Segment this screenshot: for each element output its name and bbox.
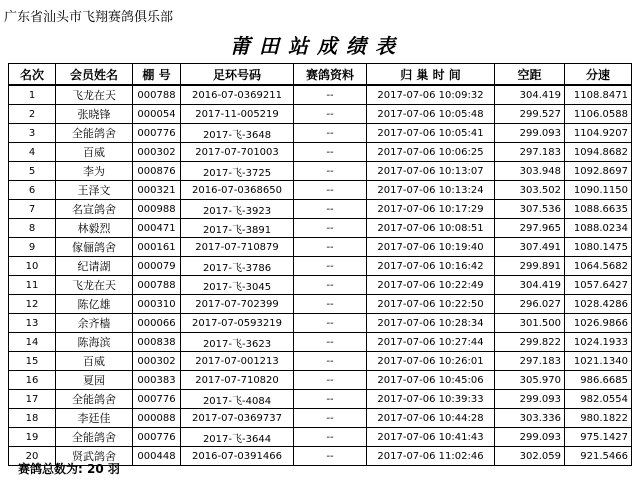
cell-arrival-time: 2017-07-06 10:05:48 — [367, 105, 495, 124]
table-row — [9, 276, 632, 295]
cell-loft-no: 000310 — [133, 295, 181, 314]
col-header-info: 赛鸽资料 — [294, 64, 367, 86]
cell-pigeon-info: -- — [294, 200, 367, 219]
table-row — [9, 295, 632, 314]
cell-loft-no: 000776 — [133, 124, 181, 143]
cell-speed: 1064.5682 — [565, 257, 632, 276]
cell-pigeon-info: -- — [294, 428, 367, 447]
cell-ring-no: 2017-飞-3725 — [181, 162, 294, 181]
cell-pigeon-info: -- — [294, 105, 367, 124]
cell-loft-no: 000776 — [133, 428, 181, 447]
cell-speed: 921.5466 — [565, 447, 632, 466]
cell-arrival-time: 2017-07-06 10:27:44 — [367, 333, 495, 352]
cell-speed: 980.1822 — [565, 409, 632, 428]
cell-arrival-time: 2017-07-06 10:06:25 — [367, 143, 495, 162]
cell-ring-no: 2017-飞-4084 — [181, 390, 294, 409]
cell-arrival-time: 2017-07-06 10:19:40 — [367, 238, 495, 257]
cell-arrival-time: 2017-07-06 11:02:46 — [367, 447, 495, 466]
cell-speed: 1090.1150 — [565, 181, 632, 200]
cell-rank: 1 — [9, 85, 56, 105]
cell-pigeon-info: -- — [294, 124, 367, 143]
cell-member-name: 贤武鸽舍 — [56, 447, 133, 466]
cell-distance: 299.093 — [495, 390, 565, 409]
cell-arrival-time: 2017-07-06 10:22:49 — [367, 276, 495, 295]
table-row — [9, 352, 632, 371]
cell-pigeon-info: -- — [294, 390, 367, 409]
cell-rank: 5 — [9, 162, 56, 181]
cell-pigeon-info: -- — [294, 219, 367, 238]
cell-distance: 297.183 — [495, 352, 565, 371]
cell-member-name: 纪请湖 — [56, 257, 133, 276]
cell-distance: 304.419 — [495, 85, 565, 105]
cell-rank: 9 — [9, 238, 56, 257]
table-row — [9, 390, 632, 409]
cell-rank: 16 — [9, 371, 56, 390]
cell-arrival-time: 2017-07-06 10:26:01 — [367, 352, 495, 371]
table-row — [9, 162, 632, 181]
cell-ring-no: 2016-07-0368650 — [181, 181, 294, 200]
cell-distance: 301.500 — [495, 314, 565, 333]
cell-distance: 304.419 — [495, 276, 565, 295]
cell-ring-no: 2017-飞-3045 — [181, 276, 294, 295]
table-row — [9, 371, 632, 390]
table-row — [9, 314, 632, 333]
cell-loft-no: 000448 — [133, 447, 181, 466]
cell-speed: 982.0554 — [565, 390, 632, 409]
cell-ring-no: 2017-07-0593219 — [181, 314, 294, 333]
cell-pigeon-info: -- — [294, 257, 367, 276]
table-row — [9, 143, 632, 162]
cell-ring-no: 2017-07-702399 — [181, 295, 294, 314]
cell-rank: 15 — [9, 352, 56, 371]
cell-arrival-time: 2017-07-06 10:44:28 — [367, 409, 495, 428]
cell-rank: 3 — [9, 124, 56, 143]
cell-member-name: 陈海滨 — [56, 333, 133, 352]
cell-speed: 1057.6427 — [565, 276, 632, 295]
cell-distance: 299.093 — [495, 124, 565, 143]
cell-speed: 1024.1933 — [565, 333, 632, 352]
cell-speed: 986.6685 — [565, 371, 632, 390]
table-row — [9, 409, 632, 428]
cell-loft-no: 000079 — [133, 257, 181, 276]
results-body — [9, 85, 632, 466]
cell-ring-no: 2017-飞-3648 — [181, 124, 294, 143]
table-row — [9, 257, 632, 276]
cell-rank: 11 — [9, 276, 56, 295]
cell-arrival-time: 2017-07-06 10:39:33 — [367, 390, 495, 409]
cell-ring-no: 2017-07-710820 — [181, 371, 294, 390]
cell-distance: 303.948 — [495, 162, 565, 181]
cell-pigeon-info: -- — [294, 352, 367, 371]
cell-pigeon-info: -- — [294, 314, 367, 333]
cell-distance: 299.822 — [495, 333, 565, 352]
cell-distance: 307.536 — [495, 200, 565, 219]
cell-member-name: 全能鸽舍 — [56, 428, 133, 447]
cell-ring-no: 2017-飞-3786 — [181, 257, 294, 276]
cell-arrival-time: 2017-07-06 10:16:42 — [367, 257, 495, 276]
cell-distance: 296.027 — [495, 295, 565, 314]
table-row — [9, 428, 632, 447]
cell-ring-no: 2016-07-0369211 — [181, 85, 294, 105]
cell-speed: 1021.1340 — [565, 352, 632, 371]
report-title: 莆田站成绩表 — [230, 34, 404, 58]
cell-pigeon-info: -- — [294, 162, 367, 181]
cell-member-name: 陈亿雄 — [56, 295, 133, 314]
cell-rank: 13 — [9, 314, 56, 333]
cell-member-name: 飞龙在天 — [56, 85, 133, 105]
cell-rank: 10 — [9, 257, 56, 276]
table-row — [9, 333, 632, 352]
total-count: 赛鸽总数为: 20 羽 — [18, 462, 120, 476]
cell-member-name: 李廷佳 — [56, 409, 133, 428]
col-header-ring: 足环号码 — [181, 64, 294, 86]
table-row — [9, 200, 632, 219]
col-header-distance: 空距 — [495, 64, 565, 86]
cell-member-name: 余齐樯 — [56, 314, 133, 333]
cell-speed: 1106.0588 — [565, 105, 632, 124]
cell-rank: 14 — [9, 333, 56, 352]
cell-loft-no: 000302 — [133, 143, 181, 162]
col-header-member: 会员姓名 — [56, 64, 133, 86]
cell-member-name: 王泽文 — [56, 181, 133, 200]
cell-pigeon-info: -- — [294, 181, 367, 200]
cell-loft-no: 000088 — [133, 409, 181, 428]
cell-member-name: 夏园 — [56, 371, 133, 390]
cell-arrival-time: 2017-07-06 10:41:43 — [367, 428, 495, 447]
table-row — [9, 238, 632, 257]
cell-loft-no: 000321 — [133, 181, 181, 200]
col-header-speed: 分速 — [565, 64, 632, 86]
cell-distance: 303.336 — [495, 409, 565, 428]
cell-arrival-time: 2017-07-06 10:05:41 — [367, 124, 495, 143]
cell-arrival-time: 2017-07-06 10:17:29 — [367, 200, 495, 219]
cell-speed: 1088.6635 — [565, 200, 632, 219]
cell-arrival-time: 2017-07-06 10:08:51 — [367, 219, 495, 238]
cell-arrival-time: 2017-07-06 10:45:06 — [367, 371, 495, 390]
club-name: 广东省汕头市飞翔赛鸽俱乐部 — [4, 10, 174, 25]
cell-member-name: 张晓锋 — [56, 105, 133, 124]
cell-loft-no: 000302 — [133, 352, 181, 371]
cell-member-name: 李为 — [56, 162, 133, 181]
table-row — [9, 124, 632, 143]
table-row — [9, 85, 632, 105]
cell-arrival-time: 2017-07-06 10:28:34 — [367, 314, 495, 333]
cell-loft-no: 000161 — [133, 238, 181, 257]
cell-distance: 299.093 — [495, 428, 565, 447]
cell-loft-no: 000988 — [133, 200, 181, 219]
cell-rank: 6 — [9, 181, 56, 200]
cell-member-name: 百威 — [56, 143, 133, 162]
cell-speed: 975.1427 — [565, 428, 632, 447]
cell-arrival-time: 2017-07-06 10:09:32 — [367, 85, 495, 105]
cell-distance: 299.527 — [495, 105, 565, 124]
cell-rank: 4 — [9, 143, 56, 162]
cell-loft-no: 000471 — [133, 219, 181, 238]
cell-pigeon-info: -- — [294, 295, 367, 314]
cell-loft-no: 000838 — [133, 333, 181, 352]
cell-ring-no: 2017-飞-3891 — [181, 219, 294, 238]
cell-pigeon-info: -- — [294, 276, 367, 295]
cell-loft-no: 000788 — [133, 85, 181, 105]
cell-pigeon-info: -- — [294, 371, 367, 390]
cell-speed: 1094.8682 — [565, 143, 632, 162]
cell-distance: 305.970 — [495, 371, 565, 390]
cell-ring-no: 2017-飞-3623 — [181, 333, 294, 352]
cell-distance: 297.183 — [495, 143, 565, 162]
cell-pigeon-info: -- — [294, 333, 367, 352]
cell-ring-no: 2017-07-001213 — [181, 352, 294, 371]
table-row — [9, 181, 632, 200]
header-row — [9, 64, 632, 86]
cell-member-name: 全能鸽舍 — [56, 124, 133, 143]
cell-loft-no: 000876 — [133, 162, 181, 181]
cell-speed: 1092.8697 — [565, 162, 632, 181]
cell-rank: 18 — [9, 409, 56, 428]
cell-loft-no: 000066 — [133, 314, 181, 333]
cell-loft-no: 000054 — [133, 105, 181, 124]
cell-rank: 2 — [9, 105, 56, 124]
cell-member-name: 全能鸽舍 — [56, 390, 133, 409]
cell-loft-no: 000776 — [133, 390, 181, 409]
cell-distance: 299.891 — [495, 257, 565, 276]
cell-pigeon-info: -- — [294, 409, 367, 428]
cell-rank: 20 — [9, 447, 56, 466]
cell-rank: 8 — [9, 219, 56, 238]
cell-ring-no: 2017-飞-3644 — [181, 428, 294, 447]
table-row — [9, 219, 632, 238]
cell-rank: 7 — [9, 200, 56, 219]
table-row — [9, 105, 632, 124]
cell-speed: 1104.9207 — [565, 124, 632, 143]
col-header-loft: 棚 号 — [133, 64, 181, 86]
cell-rank: 17 — [9, 390, 56, 409]
cell-arrival-time: 2017-07-06 10:22:50 — [367, 295, 495, 314]
cell-rank: 19 — [9, 428, 56, 447]
cell-speed: 1080.1475 — [565, 238, 632, 257]
cell-member-name: 百威 — [56, 352, 133, 371]
cell-pigeon-info: -- — [294, 85, 367, 105]
cell-member-name: 名宣鸽舍 — [56, 200, 133, 219]
cell-ring-no: 2017-11-005219 — [181, 105, 294, 124]
cell-rank: 12 — [9, 295, 56, 314]
cell-pigeon-info: -- — [294, 143, 367, 162]
results-table — [8, 63, 632, 466]
cell-speed: 1026.9866 — [565, 314, 632, 333]
cell-arrival-time: 2017-07-06 10:13:07 — [367, 162, 495, 181]
col-header-rank: 名次 — [9, 64, 56, 86]
col-header-arrival: 归 巢 时 间 — [367, 64, 495, 86]
cell-ring-no: 2017-07-710879 — [181, 238, 294, 257]
cell-member-name: 傢俪鸽舍 — [56, 238, 133, 257]
cell-ring-no: 2017-07-701003 — [181, 143, 294, 162]
cell-pigeon-info: -- — [294, 238, 367, 257]
cell-distance: 297.965 — [495, 219, 565, 238]
cell-speed: 1028.4286 — [565, 295, 632, 314]
cell-pigeon-info: -- — [294, 447, 367, 466]
cell-ring-no: 2016-07-0391466 — [181, 447, 294, 466]
cell-ring-no: 2017-07-0369737 — [181, 409, 294, 428]
cell-arrival-time: 2017-07-06 10:13:24 — [367, 181, 495, 200]
cell-distance: 303.502 — [495, 181, 565, 200]
cell-speed: 1108.8471 — [565, 85, 632, 105]
cell-ring-no: 2017-飞-3923 — [181, 200, 294, 219]
cell-distance: 302.059 — [495, 447, 565, 466]
cell-loft-no: 000383 — [133, 371, 181, 390]
cell-loft-no: 000788 — [133, 276, 181, 295]
cell-distance: 307.491 — [495, 238, 565, 257]
cell-speed: 1088.0234 — [565, 219, 632, 238]
cell-member-name: 林毅烈 — [56, 219, 133, 238]
cell-member-name: 飞龙在天 — [56, 276, 133, 295]
